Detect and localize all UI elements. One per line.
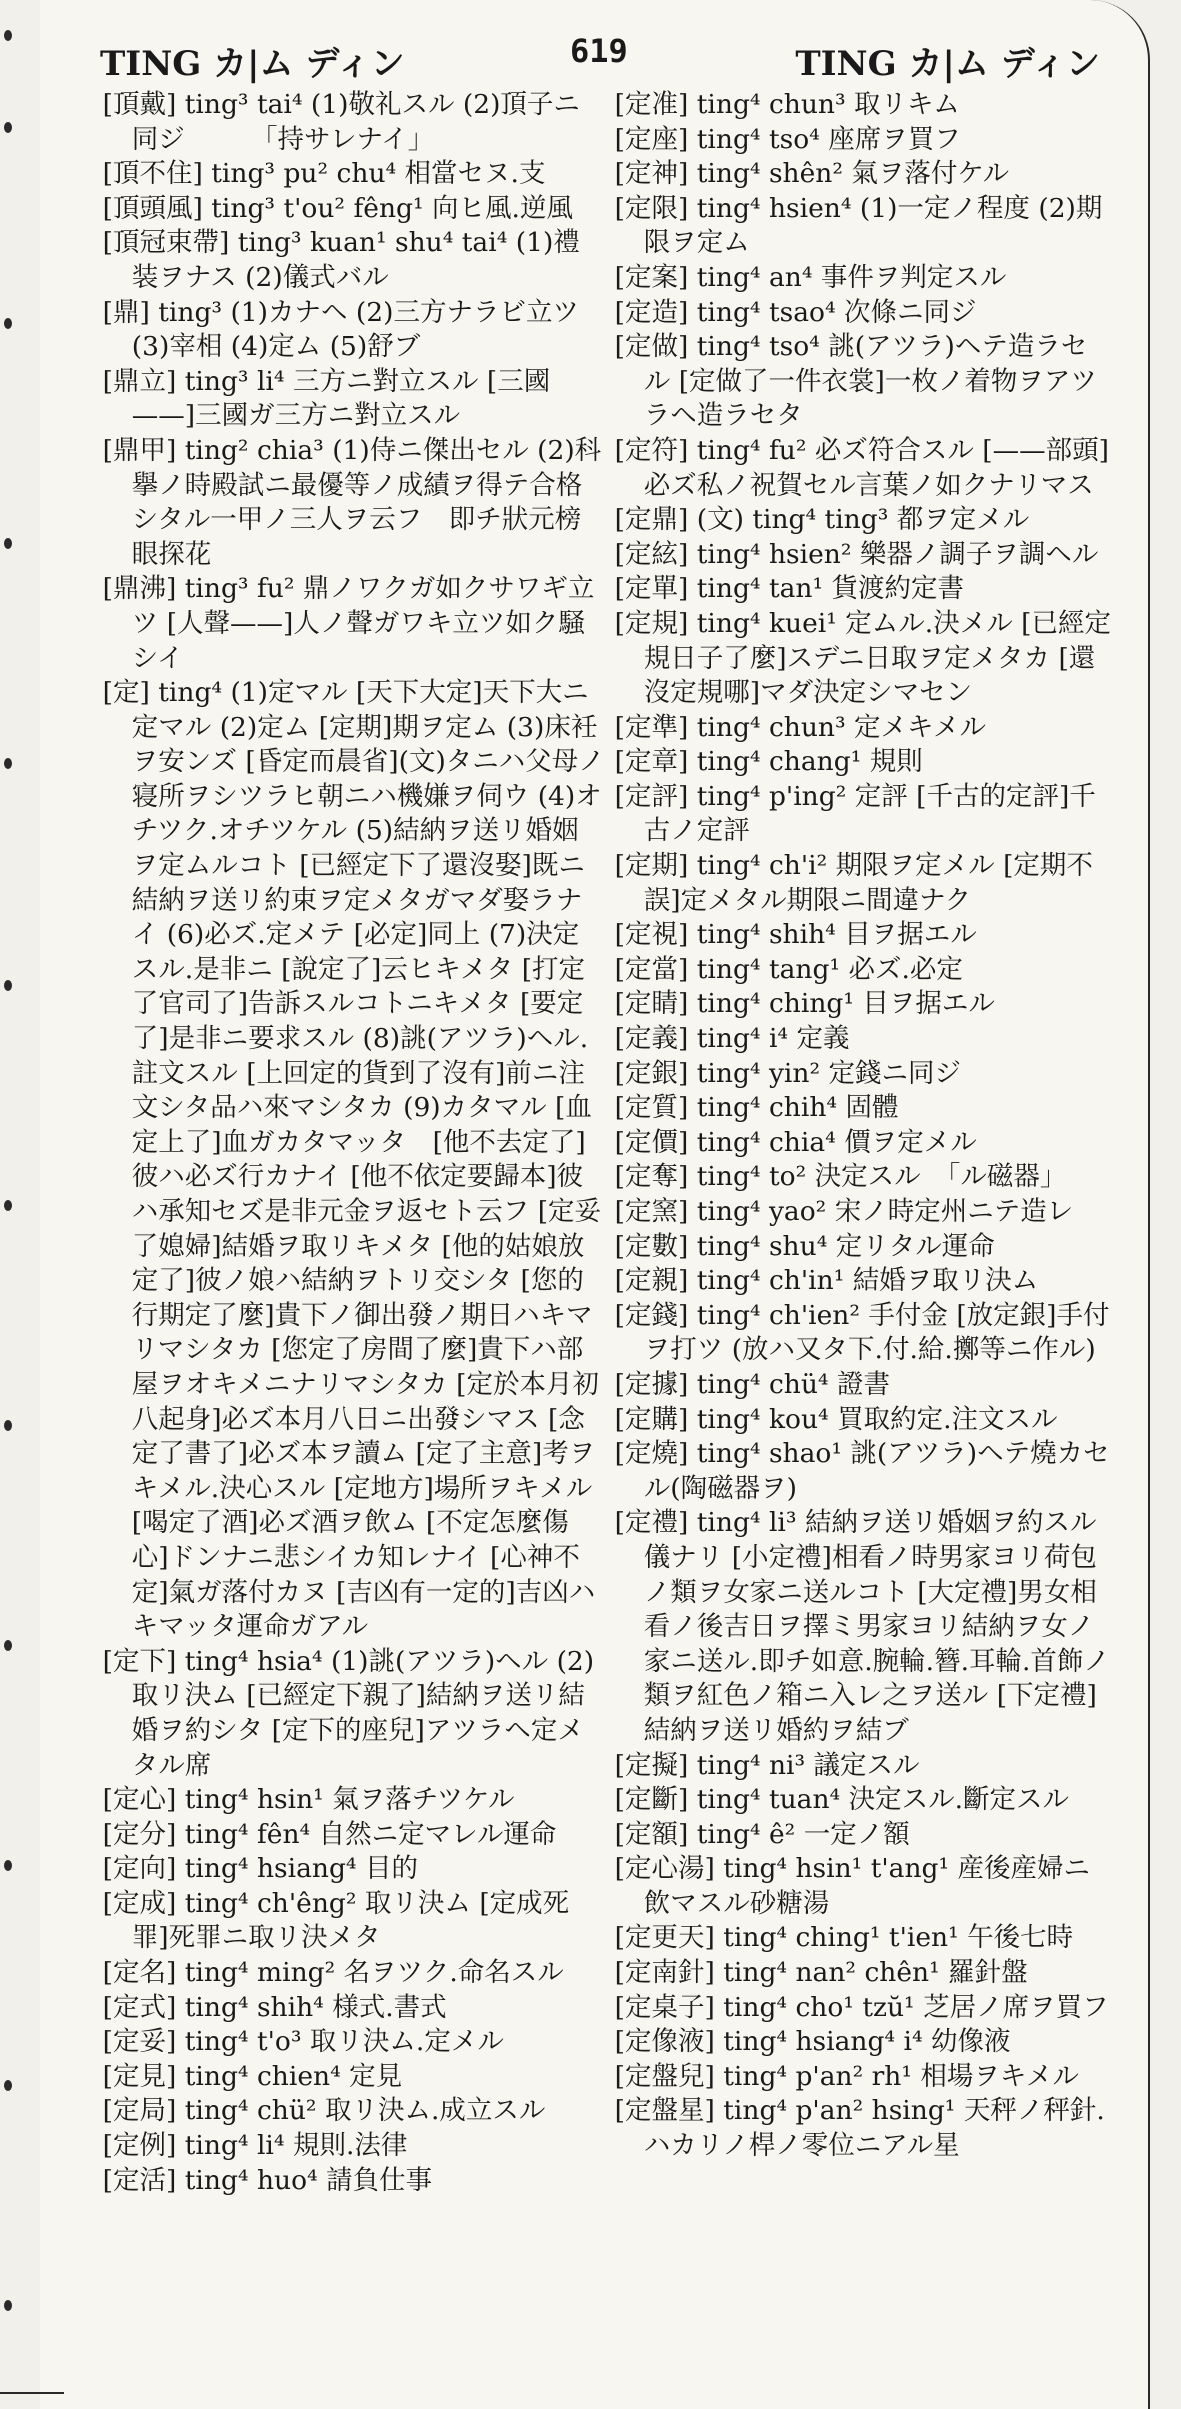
binding-hole — [4, 318, 12, 329]
entry: [頂不住] ting³ pu² chu⁴ 相當セヌ.支 — [102, 158, 546, 190]
entry: [鼎沸] ting³ fu² 鼎ノワクガ如クサワギ立ツ [人聲——]人ノ聲ガワキ立ツ如ク騒シイ — [102, 573, 595, 674]
entry: [定章] ting⁴ chang¹ 規則 — [614, 746, 923, 778]
entry: [定心] ting⁴ hsin¹ 氣ヲ落チツケル — [102, 1784, 515, 1816]
entry: [定符] ting⁴ fu² 必ズ符合スル [——部頭]必ズ私ノ祝賀セル言葉ノ如クナリマス — [614, 434, 1109, 501]
entry: [定例] ting⁴ li⁴ 規則.法律 — [102, 2130, 408, 2162]
entry: [頂頭風] ting³ t'ou² fêng¹ 向ヒ風.逆風 — [102, 192, 573, 224]
entry: [定禮] ting⁴ li³ 結納ヲ送リ婚姻ヲ約スル儀ナリ [小定禮]相看ノ時男家ヨリ荷包ノ類ヲ女家ニ送ルコト [大定禮]男女相看ノ後吉日ヲ擇ミ男家ヨリ結納ヲ女ノ家ニ送ル.即チ如意.腕輪.簪.耳輪.首飾ノ類ヲ紅色ノ箱ニ入レ之ヲ送ル [下定禮]結納ヲ送リ婚約ヲ結ブ — [614, 1507, 1110, 1746]
binding-hole — [4, 1640, 12, 1651]
binding-hole — [4, 980, 12, 991]
entry: [定斷] ting⁴ tuan⁴ 決定スル.斷定スル — [614, 1784, 1070, 1816]
entry: [定名] ting⁴ ming² 名ヲツク.命名スル — [102, 1957, 564, 1989]
entry: [定座] ting⁴ tso⁴ 座席ヲ買フ — [614, 123, 961, 155]
entry: [定絃] ting⁴ hsien² 樂器ノ調子ヲ調ヘル — [614, 538, 1099, 570]
entry: [定期] ting⁴ ch'i² 期限ヲ定メル [定期不誤]定メタル期限ニ間違ナク — [614, 850, 1093, 916]
entry: [定額] ting⁴ ê² 一定ノ額 — [614, 1818, 910, 1850]
entry: [定南針] ting⁴ nan² chên¹ 羅針盤 — [614, 1957, 1028, 1989]
entry: [定式] ting⁴ shih⁴ 様式.書式 — [102, 1991, 447, 2023]
entry: [定睛] ting⁴ ching¹ 目ヲ据エル — [614, 988, 995, 1020]
binding-hole — [4, 30, 12, 41]
entry: [定視] ting⁴ shih⁴ 目ヲ据エル — [614, 919, 977, 951]
entry: [定向] ting⁴ hsiang⁴ 目的 — [102, 1853, 418, 1885]
entry: [定質] ting⁴ chih⁴ 固體 — [614, 1092, 899, 1124]
entry: [定錢] ting⁴ ch'ien² 手付金 [放定銀]手付ヲ打ツ (放ハ又タ下.付.給.擲等ニ作ル) — [614, 1299, 1110, 1366]
binding-hole — [4, 758, 12, 769]
entry: [定窯] ting⁴ yao² 宋ノ時定州ニテ造レ — [614, 1196, 1074, 1227]
entry: [定單] ting⁴ tan¹ 貨渡約定書 — [614, 573, 965, 605]
entry: [定鼎] (文) ting⁴ ting³ 都ヲ定メル — [614, 504, 1030, 536]
entry: [定盤兒] ting⁴ p'an² rh¹ 相場ヲキメル — [614, 2060, 1079, 2092]
binding-hole — [4, 1200, 12, 1211]
binding-hole — [4, 2300, 12, 2311]
left-column — [100, 88, 605, 2198]
entry: [鼎甲] ting² chia³ (1)侍ニ傑出セル (2)科擧ノ時殿試ニ最優等ノ成績ヲ得テ合格シタル一甲ノ三人ヲ云フ 即チ狀元榜眼探花 — [102, 434, 602, 570]
entry: [定奪] ting⁴ to² 決定スル 「ル磁器」 — [614, 1161, 1067, 1193]
entry: [定據] ting⁴ chü⁴ 證書 — [614, 1368, 890, 1400]
entry: [定桌子] ting⁴ cho¹ tzŭ¹ 芝居ノ席ヲ買フ — [614, 1991, 1109, 2023]
entry: [定當] ting⁴ tang¹ 必ズ.必定 — [614, 953, 963, 985]
binding-hole — [4, 1860, 12, 1871]
entry: [定限] ting⁴ hsien⁴ (1)一定ノ程度 (2)期限ヲ定ム — [614, 192, 1103, 259]
entry: [頂戴] ting³ tai⁴ (1)敬礼スル (2)頂子ニ同ジ 「持サレナイ」 — [102, 89, 580, 155]
entry: [定妥] ting⁴ t'o³ 取リ決ム.定メル — [102, 2026, 504, 2058]
entry: [定銀] ting⁴ yin² 定錢ニ同ジ — [614, 1057, 962, 1089]
entry: [定造] ting⁴ tsao⁴ 次條ニ同ジ — [614, 296, 977, 328]
entry: [頂冠束帶] ting³ kuan¹ shu⁴ tai⁴ (1)禮装ヲナス (2)儀式バル — [102, 227, 580, 293]
entry-head-character: [鼎] ting³ (1)カナヘ (2)三方ナラビ立ツ (3)宰相 (4)定ム (5)舒ブ — [102, 296, 579, 363]
entry: [定擬] ting⁴ ni³ 議定スル — [614, 1749, 920, 1781]
entry: [定做] ting⁴ tso⁴ 誂(アツラ)ヘテ造ラセル [定做了一件衣裳]一枚ノ着物ヲアツラヘ造ラセタ — [614, 331, 1097, 432]
entry: [定數] ting⁴ shu⁴ 定リタル運命 — [614, 1230, 995, 1262]
entry: [定親] ting⁴ ch'in¹ 結婚ヲ取リ決ム — [614, 1265, 1039, 1297]
entry: [定價] ting⁴ chia⁴ 價ヲ定メル — [614, 1126, 977, 1158]
entry: [定準] ting⁴ chun³ 定メキメル — [614, 711, 987, 743]
entry: [定義] ting⁴ i⁴ 定義 — [614, 1023, 850, 1055]
page-number: 619 — [570, 32, 628, 70]
entry: [鼎立] ting³ li⁴ 三方ニ對立スル [三國——]三國ガ三方ニ對立スル — [102, 365, 551, 432]
page-header — [100, 28, 1100, 88]
entry: [定案] ting⁴ an⁴ 事件ヲ判定スル — [614, 261, 1007, 293]
entry: [定評] ting⁴ p'ing² 定評 [千古的定評]千古ノ定評 — [614, 780, 1096, 847]
binding-hole — [4, 122, 12, 133]
header-right-guide-word: TING カ|ム ディン — [795, 44, 1100, 84]
entry: [定購] ting⁴ kou⁴ 買取約定.注文スル — [614, 1403, 1058, 1435]
entry-head-character: [定] ting⁴ (1)定マル [天下大定]天下大ニ定マル (2)定ム [定期]期ヲ定ム (3)床衽ヲ安ンズ [昏定而晨省](文)タニハ父母ノ寝所ヲシツラヒ朝ニハ機嫌ヲ伺ウ (4)オチツク.オチツケル (5)結納ヲ送リ婚姻ヲ定ムルコト [已經定下了還沒娶]既ニ結納ヲ送リ約束ヲ定メタガマダ娶ラナイ (6)必ズ.定メテ [必定]同上 (7)決定スル.是非ニ [說定了]云ヒキメタ [打定了官司了]告訴スルコトニキメタ [要定了]是非ニ要求スル (8)誂(アツラ)ヘル.註文スル [上回定的貨到了沒有]前ニ注文シタ品ハ來マシタカ (9)カタマル [血定上了]血ガカタマッタ [他不去定了]彼ハ必ズ行カナイ [他不依定要歸本]彼ハ承知セズ是非元金ヲ返セト云フ [定妥了媳婦]結婚ヲ取リキメタ [他的姑娘放定了]彼ノ娘ハ結納ヲトリ交シタ [您的行期定了麼]貴下ノ御出發ノ期日ハキマリマシタカ [您定了房間了麼]貴下ハ部屋ヲオキメニナリマシタカ [定於本月初八起身]必ズ本月八日ニ出發シマス [念定了書了]必ズ本ヲ讀ム [定了主意]考ヲキメル.決心スル [定地方]場所ヲキメル [喝定了酒]必ズ酒ヲ飲ム [不定怎麼傷心]ドンナニ悲シイカ知レナイ [心神不定]氣ガ落付カヌ [吉凶有一定的]吉凶ハキマッタ運命ガアル — [102, 677, 605, 1643]
entry: [定燒] ting⁴ shao¹ 誂(アツラ)ヘテ燒カセル(陶磁器ヲ) — [614, 1438, 1110, 1504]
entry: [定分] ting⁴ fên⁴ 自然ニ定マレル運命 — [102, 1818, 557, 1850]
entry: [定規] ting⁴ kuei¹ 定ムル.決メル [已經定規日子了麼]スデニ日取ヲ定メタカ [還沒定規哪]マダ決定シマセン — [614, 607, 1111, 709]
entry: [定局] ting⁴ chü² 取リ決ム.成立スル — [102, 2095, 546, 2127]
entry: [定盤星] ting⁴ p'an² hsing¹ 天秤ノ秤針.ハカリノ桿ノ零位ニアル星 — [614, 2095, 1105, 2162]
binding-hole — [4, 538, 12, 549]
entry: [定准] ting⁴ chun³ 取リキム — [614, 89, 960, 120]
entry: [定活] ting⁴ huo⁴ 請負仕事 — [102, 2164, 433, 2196]
entry: [定下] ting⁴ hsia⁴ (1)誂(アツラ)ヘル (2)取リ決ム [已經定下親了]結納ヲ送リ結婚ヲ約シタ [定下的座兒]アツラヘ定メタル席 — [102, 1645, 595, 1781]
page-edge-rule — [0, 2392, 64, 2394]
entry: [定更天] ting⁴ ching¹ t'ien¹ 午後七時 — [614, 1922, 1074, 1954]
entry: [定心湯] ting⁴ hsin¹ t'ang¹ 産後産婦ニ飲マスル砂糖湯 — [614, 1853, 1091, 1919]
entry: [定像液] ting⁴ hsiang⁴ i⁴ 幼像液 — [614, 2026, 1011, 2058]
binding-hole — [4, 1420, 12, 1431]
binding-hole — [4, 2080, 12, 2091]
header-left-guide-word: TING カ|ム ディン — [100, 44, 405, 84]
entry: [定神] ting⁴ shên² 氣ヲ落付ケル — [614, 158, 1010, 190]
right-column — [612, 88, 1112, 2164]
entry: [定成] ting⁴ ch'êng² 取リ決ム [定成死罪]死罪ニ取リ決メタ — [102, 1887, 570, 1954]
binding-margin — [0, 0, 40, 2409]
entry: [定見] ting⁴ chien⁴ 定見 — [102, 2060, 403, 2092]
